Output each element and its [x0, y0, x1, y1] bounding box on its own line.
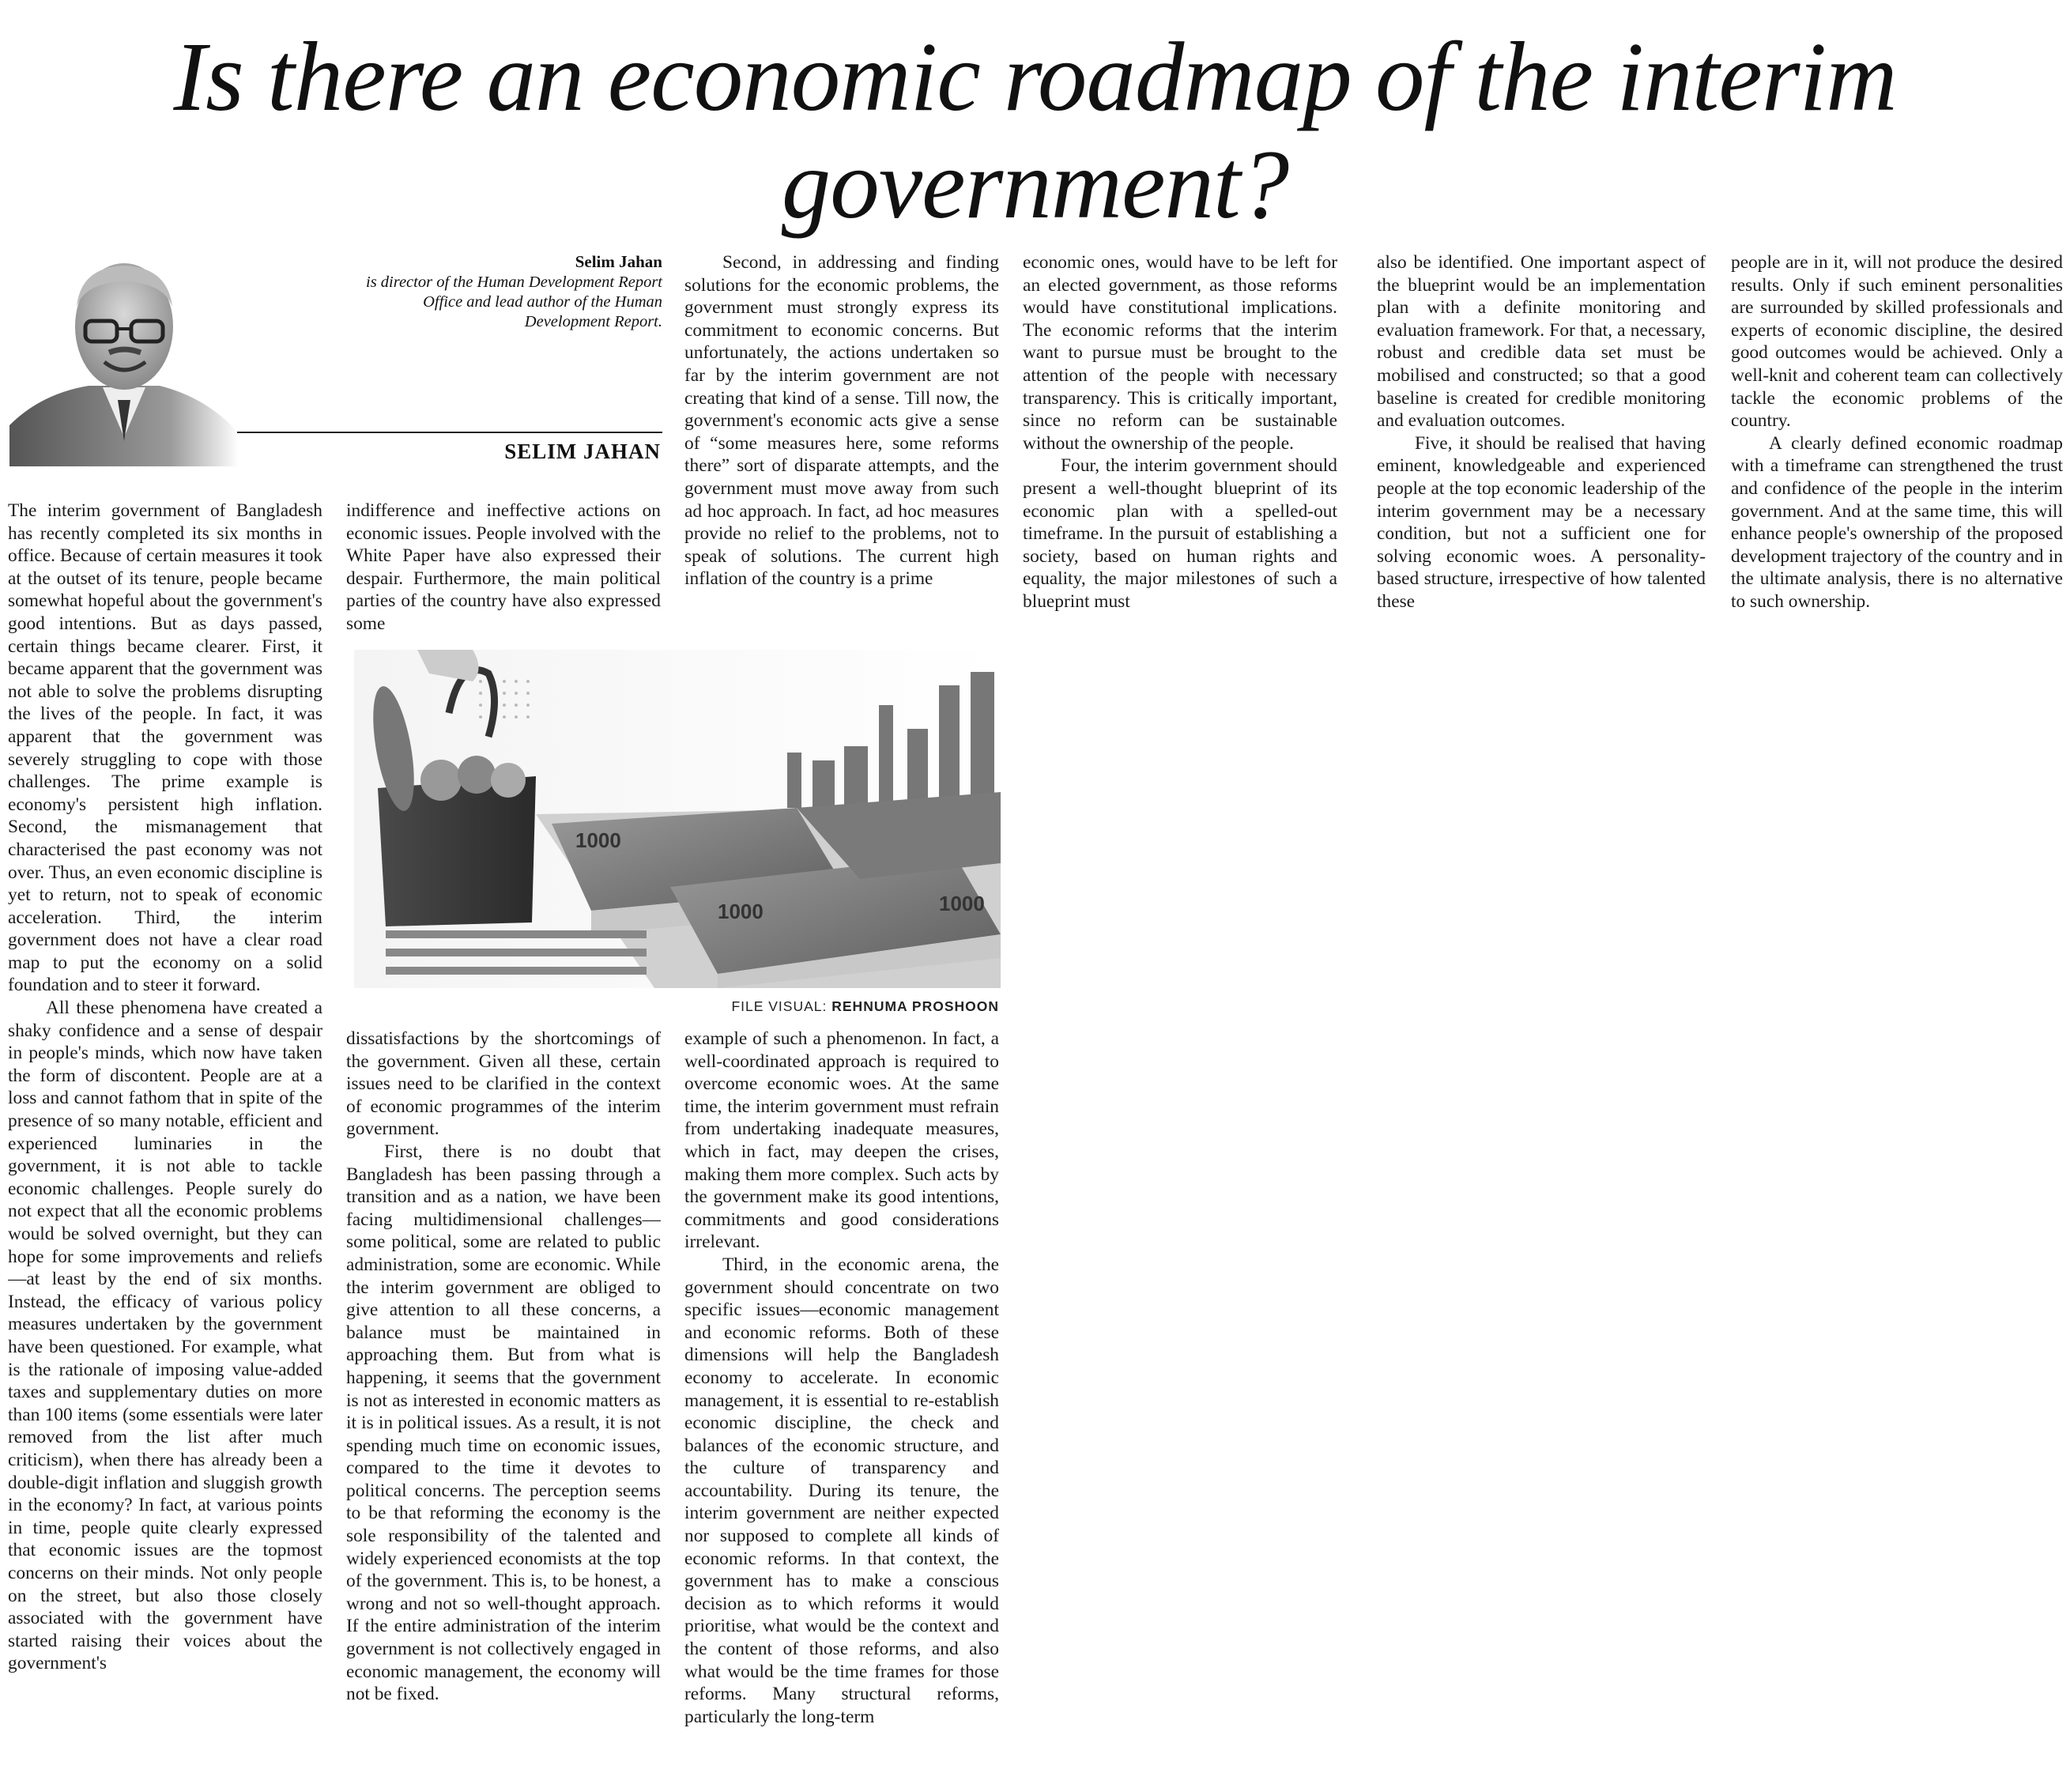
paragraph: A clearly defined economic roadmap with a timeframe can strengthened the trust and confidence of the people in the interim government. And at the same time, this will enhance people's ownership of the proposed development trajectory of the country and in the ultimate analysis, there is no alternative to such ownership. [1731, 432, 2063, 612]
paragraph: Third, in the economic arena, the government should concentrate on two specific issues—economic management and economic reforms. Both of these dimensions will help the Bangladesh economy to accelerate. In economic management, it is essential to re-establish economic discipline, the check and balances of the economic structure, and the culture of transparency and accountability. During its tenure, the interim government are neither expected nor supposed to complete all kinds of economic reforms. In that context, the government has to make a conscious decision as to which reforms it would prioritise, what would be the context and the content of those reforms, and also what would be the time frames for those reforms. Many structural reforms, particularly the long-term [684, 1254, 999, 1727]
paragraph: people are in it, will not produce the desired results. Only if such eminent personalities are surrounded by skilled professionals and experts of economic discipline, the desired good outcomes would be achieved. Only a well-knit and coherent team can collectively tackle the economic problems of the country. [1731, 252, 2063, 432]
paragraph: First, there is no doubt that Bangladesh has been passing through a transition and as a nation, we have been facing multidimensional challenges—some political, some are related to public administration, some are economic. While the interim government are obliged to give attention to all these concerns, a balance must be maintained in approaching them. But from what is happening, it seems that the government is not as interested in economic matters as it is in political issues. As a result, it is not spending much time on economic issues, compared to the time it devotes to political concerns. The perception seems to be that reforming the economy is the sole responsibility of the talented and widely experienced economists at the top of the government. This is, to be honest, a wrong and not so well-thought approach. If the entire administration of the interim government is not collectively engaged in economic management, the economy will not be fixed. [346, 1141, 661, 1705]
credit-label: FILE VISUAL: [731, 998, 828, 1014]
image-credit [354, 998, 999, 1015]
byline: SELIM JAHAN [504, 440, 661, 463]
paragraph: Five, it should be realised that having eminent, knowledgeable and experienced people at the top economic leadership of the interim government may be a necessary condition, but not a sufficient one for solving economic woes. A personality-based structure, irrespective of how talented these [1377, 432, 1706, 612]
author-bio: is director of the Human Development Report Office and lead author of the Human Development Report. [366, 274, 662, 330]
byline-rule [237, 432, 662, 433]
column-6 [1731, 251, 2063, 636]
column-3-bottom [684, 1028, 999, 1790]
column-3-top [684, 251, 999, 636]
paragraph: dissatisfactions by the shortcomings of the government. Given all these, certain issues need to be clarified in the context of economic programmes of the interim government. [346, 1028, 661, 1140]
credit-name: REHNUMA PROSHOON [831, 998, 999, 1014]
illustration [354, 650, 1001, 988]
column-2-top [346, 500, 661, 636]
paragraph: All these phenomena have created a shaky confidence and a sense of despair in people's minds, which now have taken the form of discontent. People are at a loss and cannot fathom that in spite of the presence of so many notable, efficient and experienced luminaries in the government, it is not able to tackle economic challenges. People surely do not expect that all the economic problems would be solved overnight, but they can hope for some improvements and reliefs—at least by the end of six months. Instead, the efficacy of various policy measures undertaken by the government have been questioned. For example, what is the rationale of imposing value-added taxes and supplementary duties on more than 100 items (some essentials were later removed from the list after much criticism), when there has already been a double-digit inflation and sluggish growth in the economy? In fact, at various points in time, people quite clearly expressed that economic issues are the topmost concerns on their minds. Not only people on the street, but also those closely associated with the government have started raising their voices about the government's [8, 998, 322, 1674]
column-5 [1377, 251, 1706, 636]
banknote-label: 1000 [575, 828, 621, 852]
headline: Is there an economic roadmap of the interim government? [173, 23, 1897, 240]
stripes [386, 930, 647, 975]
paragraph: also be identified. One important aspect of the blueprint would be an implementation plan with a definite monitoring and evaluation framework. For that, a necessary, robust and credible data set must be mobilised and constructed; so that a good baseline is created for credible monitoring and evaluation outcomes. [1377, 252, 1706, 432]
column-2-bottom [346, 1028, 661, 1790]
paragraph: economic ones, would have to be left for an elected government, as those reforms would have constitutional implications. The economic reforms that the interim want to pursue must be brought to the attention of the people with necessary transparency. This is critically important, since no reform can be sustainable without the ownership of the people. [1023, 252, 1337, 454]
paragraph: The interim government of Bangladesh has recently completed its six months in office. Because of certain measures it took at the outset of its tenure, people became somewhat hopeful about the government's good intentions. But as days passed, certain things became clearer. First, it became apparent that the government was not able to solve the problems disrupting the lives of the people. In fact, it was apparent that the government was severely struggling to cope with those challenges. The prime example is economy's persistent high inflation. Second, the mismanagement that characterised the past economy was not over. Thus, an even economic discipline is yet to return, not to speak of economic acceleration. Third, the interim government does not have a clear road map to put the economy on a solid foundation and to steer it forward. [8, 500, 322, 996]
paragraph: Second, in addressing and finding solutions for the economic problems, the government must strongly express its commitment to economic concerns. But unfortunately, the actions undertaken so far by the interim government are not creating that kind of a sense. Till now, the government's economic acts give a sense of “some measures here, some reforms there” sort of disparate attempts, and the government must move away from such ad hoc approach. In fact, ad hoc measures provide no relief to the problems, not to speak of solutions. The current high inflation of the country is a prime [684, 252, 999, 590]
column-1 [8, 500, 322, 1790]
banknote-label: 1000 [718, 900, 764, 923]
author-portrait [9, 251, 239, 466]
paragraph: example of such a phenomenon. In fact, a well-coordinated approach is required to overcome economic woes. At the same time, the interim government must refrain from undertaking inadequate measures, which in fact, may deepen the crises, making them more complex. Such acts by the government make its good intentions, commitments and good considerations irrelevant. [684, 1028, 999, 1253]
paragraph: Four, the interim government should present a well-thought blueprint of its economic plan with a spelled-out timeframe. In the pursuit of establishing a society, based on human rights and equality, the major milestones of such a blueprint must [1023, 455, 1337, 612]
author-name: Selim Jahan [575, 252, 662, 271]
paragraph: indifference and ineffective actions on economic issues. People involved with the White Paper have also expressed their despair. Furthermore, the main political parties of the country have also expressed some [346, 500, 661, 634]
column-4 [1023, 251, 1337, 636]
banknote-label: 1000 [939, 892, 985, 915]
